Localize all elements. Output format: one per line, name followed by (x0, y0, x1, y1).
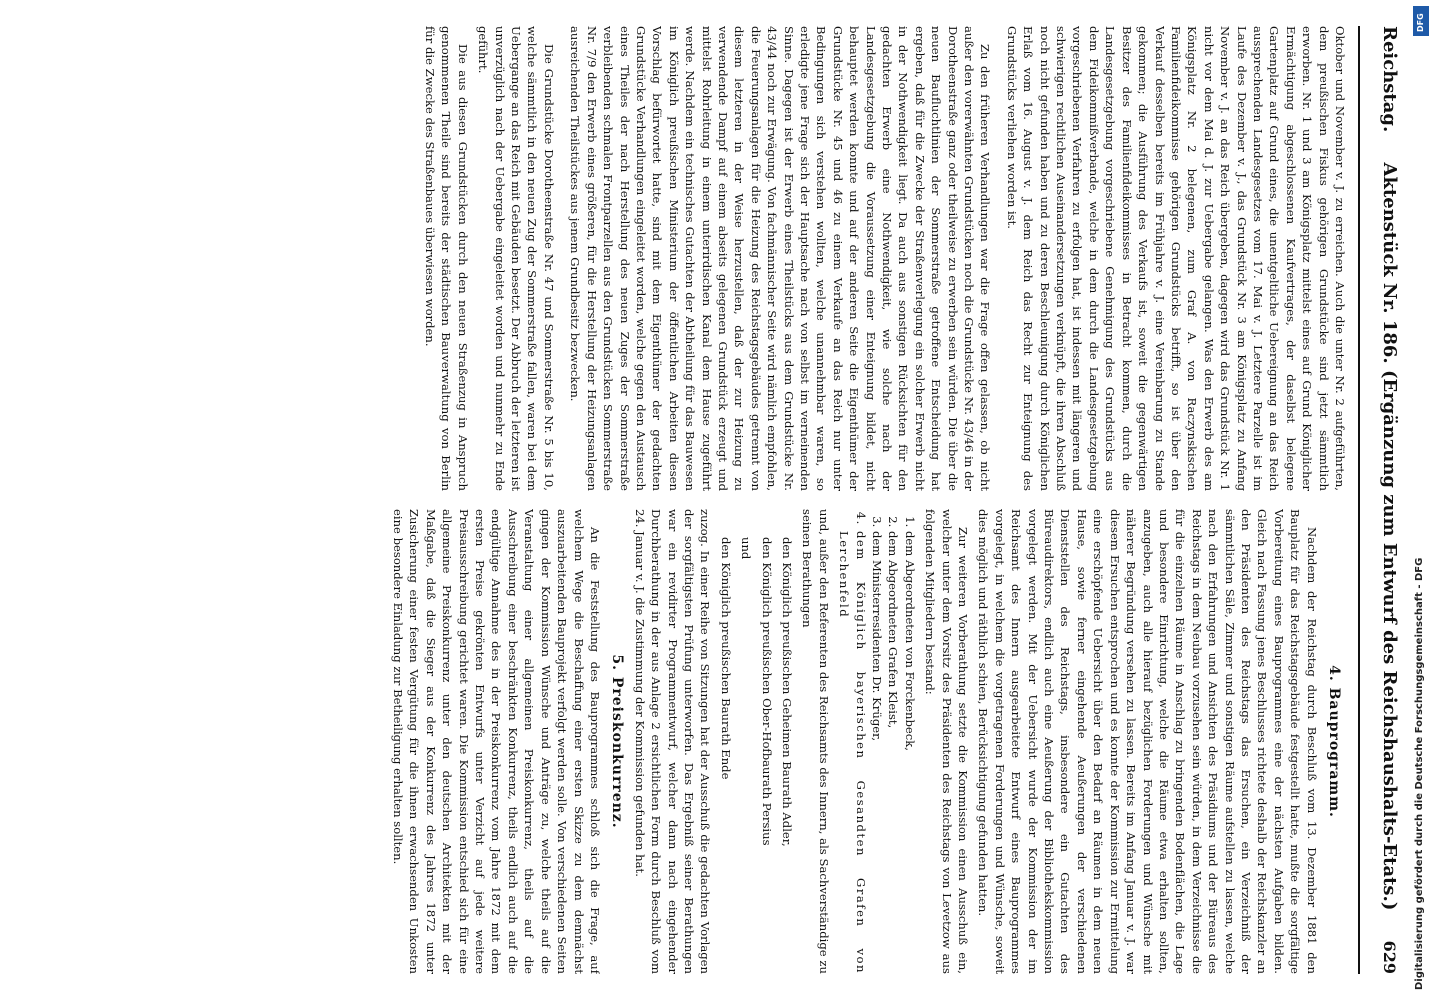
paragraph: Die aus diesen Grundstücken durch den neuen Straßenzug in Anspruch genommenen Theile sind bereits der städtischen Bauverwaltung von Berlin für die Zwecke des Straßenbaues überwiesen worden. (423, 26, 470, 491)
section-heading-bauprogramm: 4. Bauprogramm. (1326, 665, 1342, 818)
list-item: 1. dem Abgeordneten von Forckenbeck, (901, 531, 917, 974)
paragraph: Nachdem der Reichstag durch Beschluß vom 13. Dezember 1881 den Bauplatz für das Reichstagsgebäude festgestellt hatte, mußte die sorgfältige Vorbereitung eines Bauprogrammes eine der nächsten Aufgaben bilden. Gleich nach Fassung jenes Beschlusses richtete deshalb der Reichskanzler an den Präsidenten des Reichstags das Ersuchen, ein Verzeichniß der sämmtlichen Säle, Zimmer und sonstigen Räume aufstellen zu lassen, welche nach den Erfahrungen und Ansichten des Präsidiums und der Büreaus des Reichstags in dem Neubau vorzusehen sein würden, in dem Verzeichnisse die für die einzelnen Räume in Anschlag zu bringenden Bodenflächen, die Lage und besondere Einrichtung, welche die Räume etwa erhalten sollten, anzugeben, auch alle hierauf bezüglichen Forderungen und Wünsche mit näherer Begründung versehen zu lassen. Bereits im Anfang Januar v. J. war diesem Ersuchen entsprochen und es konnte der Kommission zur Ermittelung eine erschöpfende Uebersicht über den Bedarf an Räumen in dem neuen Hause, sowie ferner eingehende Aeußerungen der verschiedenen Dienststellen des Reichstags, insbesondere ein Gutachten des Büreaudirektors, endlich auch eine Aeußerung der Bibliothekskommission vorgelegt werden. Mit der Uebersicht wurde der Kommission der im Reichsamt des Innern ausgearbeitete Entwurf eines Bauprogrammes vorgelegt, in welchem die vorgetragenen Forderungen und Wünsche, soweit dies möglich und räthlich schien, Berücksichtigung gefunden hatten. (976, 509, 1319, 974)
header-left: Reichstag. (1379, 26, 1400, 133)
list-item: 3. dem Ministerresidenten Dr. Krüger, (869, 531, 885, 974)
page-number: 629 (1380, 940, 1399, 974)
page-header (1358, 26, 1400, 974)
list-item: 4. dem Königlich bayerischen Gesandten Grafen von Lerchenfeld (836, 531, 869, 974)
paragraph: Zu den früheren Verhandlungen war die Frage offen gelassen, ob nicht außer den vorerwähnten Grundstücken noch die Grundstücke Nr. 43/46 in der Dorotheenstraße ganz oder theilweise zu erwerben sein würden. Die über die neuen Baufluchtlinien der Sommerstraße getroffene Entscheidung hat ergeben, daß für die Zwecke der Straßenverlegung ein solcher Erwerb nicht in der Nothwendigkeit liegt. Da auch aus sonstigen Rücksichten für den gedachten Erwerb eine Nothwendigkeit, wie solche nach der Landesgesetzgebung die Voraussetzung einer Enteignung bildet, nicht behauptet werden konnte und auf der anderen Seite die Eigenthümer der Grundstücke Nr. 45 und 46 zu einem Verkaufe an das Reich nur unter Bedingungen sich verstehen wollten, welche unannehmbar waren, so erledigte jene Frage sich der Hauptsache nach von selbst im verneinenden Sinne. Dagegen ist der Erwerb eines Theilstücks aus dem Grundstücke Nr. 43/44 noch zur Erwägung. Von fachmännischer Seite wird nämlich empfohlen, die Feuerungsanlagen für die Heizung des Reichstagsgebäudes getrennt von diesem letzteren in der Weise herzustellen, daß der zur Heizung zu verwendende Dampf auf einem abseits gelegenen Grundstück erzeugt und mittelst Rohrleitung in einem unterirdischen Kanal dem Hause zugeführt werde. Nachdem ein technisches Gutachten der Abtheilung für das Bauwesen im Königlich preußischen Ministerium der öffentlichen Arbeiten diesen Vorschlag befürwortet hatte, sind mit dem Eigenthümer der gedachten Grundstücke Verhandlungen eingeleitet worden, welche gegen den Austausch eines Theiles der nach Herstellung des neuen Zuges der Sommerstraße verbleibenden schmalen Frontparzellen aus den Grundstücken Sommerstraße Nr. 7/9 den Erwerb eines größeren, für die Herstellung der Heizungsanlagen ausreichenden Theilstückes aus jenem Grundbesitz bezwecken. (568, 26, 993, 491)
list-item: 2. dem Abgeordneten Grafen Kleist, (885, 531, 901, 974)
section-heading-preiskonkurrenz: 5. Preiskonkurrenz. (609, 654, 626, 829)
paragraph: Oktober und November v. J. zu erreichen. Auch die unter Nr. 2 aufgeführten, dem preußischen Fiskus gehörigen Grundstücke sind jetzt sämmtlich erworben. Nr. 1 und 3 am Königsplatz mittelst eines auf Grund Königlicher Ermächtigung abgeschlossenen Kaufvertrages, der daselbst belegene Gartenplatz auf Grund eines, die unentgeltliche Uebereignung an das Reich aussprechenden Landesgesetzes vom 17. Mai v. J. Letztere Parzelle ist im Laufe des Dezember v. J., das Grundstück Nr. 3 am Königsplatz zu Anfang November v. J. an das Reich übergeben, dagegen wird das Grundstück Nr. 1 nicht vor dem Mai d. J. zur Uebergabe gelangen. Was den Erwerb des am Königsplatz Nr. 2 belegenen, zum Graf A. von Raczynskischen Familienfideikommisse gehörigen Grundstücks betrifft, so ist über den Verkauf desselben bereits im Frühjahre v. J. eine Vereinbarung zu Stande gekommen; die Ausführung des Verkaufs ist, soweit die gegenwärtigen Besitzer des Familienfideikommisses in Betracht kommen, durch die Landesgesetzgebung vorgeschriebene Genehmigung des Grundstücks aus dem Fideikommißverbande, welche in dem durch die Landesgesetzgebung vorgeschriebenen Verfahren zu erfolgen hat, ist indessen mit längeren und schwierigen rechtlichen Auseinandersetzungen verknüpft, die ihren Abschluß noch nicht gefunden haben und zu deren Beschleunigung durch Königlichen Erlaß vom 16. August v. J. dem Reich das Recht zur Enteignung des Grundstücks verliehen worden ist. (1004, 26, 1347, 491)
member-list (836, 509, 918, 974)
expert-line: und (739, 537, 754, 560)
paragraph: An die Feststellung des Bauprogrammes schloß sich die Frage, auf welchem Wege die Beschaffung einer ersten Skizze zu dem demnächst auszuarbeitenden Bauprojekt verfolgt werden solle. Von verschiedenen Seiten gingen der Kommission Wünsche und Anträge zu, welche theils auf die Veranstaltung einer allgemeinen Preiskonkurrenz, theils auf die Ausschreibung einer beschränkten Konkurrenz, theils endlich auch auf die endgültige Annahme des in der Preiskonkurrenz vom Jahre 1872 mit dem ersten Preise gekrönten Entwurfs unter Verzicht auf jede weitere Preisausschreibung gerichtet waren. Die Kommission entschied sich für eine allgemeine Preiskonkurrenz unter den deutschen Architekten mit der Maßgabe, daß die Sieger aus der Konkurrenz des Jahres 1872 unter Zusicherung einer festen Vergütung für die ihnen erwachsenden Unkosten eine besondere Einladung zur Betheiligung erhalten sollten. (391, 509, 602, 974)
column-left (28, 26, 1348, 491)
dfg-credit-strip (1410, 0, 1432, 1000)
rotated-page (15, 0, 1410, 1000)
header-title: Aktenstück Nr. 186. (Ergänzung zum Entwurf des Reichshaushalts-Etats.) (1379, 162, 1400, 911)
paragraph: und, außer den Referenten des Reichsamts des Innern, als Sachverständige zu seinen Berathungen (800, 509, 831, 974)
paragraph: Die Grundstücke Dorotheenstraße Nr. 47 und Sommerstraße Nr. 5 bis 10, welche sämmtlich in den neuen Zug der Sommerstraße fallen, waren bei dem Uebergange an das Reich mit Gebäuden besetzt. Der Abbruch der letzteren ist unverzüglich nach der Uebergabe eingeleitet worden und nunmehr zu Ende geführt. (476, 26, 556, 491)
expert-line: den Königlich preußischen Ober-Hofbaurath Persius (759, 537, 774, 846)
expert-line: den Königlich preußischen Baurath Ende (718, 537, 733, 780)
dfg-credit-text: Digitalisierung gefördert durch die Deutsche Forschungsgemeinschaft - DFG (1414, 557, 1425, 990)
expert-line: den Königlich preußischen Geheimen Baurath Adler, (780, 537, 794, 847)
paragraph: zuzog. In einer Reihe von Sitzungen hat der Ausschuß die gedachten Vorlagen der sorgfältigsten Prüfung unterworfen. Das Ergebniß seiner Berathungen war ein revidirter Programmentwurf, welcher dann nach eingehender Durchberathung in der aus Anlage 2 ersichtlichen Form durch Beschluß vom 24. Januar v. J. die Zustimmung der Kommission gefunden hat. (632, 509, 713, 974)
text-columns (28, 26, 1348, 974)
column-right (28, 509, 1348, 974)
paragraph: Zur weiteren Vorberathung setzte die Kommission einen Ausschuß ein, welcher unter dem Vorsitz des Präsidenten des Reichstags von Levetzow aus folgenden Mitgliedern bestand: (923, 509, 971, 974)
dfg-logo-icon: DFG (1413, 6, 1429, 36)
